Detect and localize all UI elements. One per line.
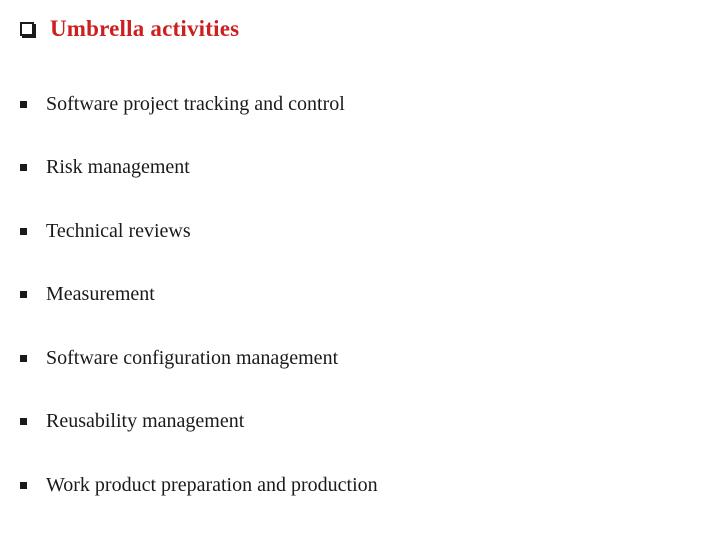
square-bullet-icon <box>20 164 27 171</box>
square-bullet-icon <box>20 482 27 489</box>
list-item-text: Software configuration management <box>46 346 339 369</box>
list-item <box>20 150 378 186</box>
list-item-text: Software project tracking and control <box>46 92 345 115</box>
list-item-text: Measurement <box>46 283 155 305</box>
bullet-list <box>20 86 378 531</box>
list-item-text: Reusability management <box>46 410 245 432</box>
square-bullet-icon <box>20 418 27 425</box>
list-item-text: Risk management <box>46 156 190 178</box>
square-bullet-icon <box>20 101 27 108</box>
list-item-text: Technical reviews <box>46 219 191 242</box>
heading-title: Umbrella activities <box>50 16 240 41</box>
square-bullet-icon <box>20 355 27 362</box>
slide-heading <box>20 16 239 42</box>
list-item <box>20 213 378 249</box>
square-bullet-icon <box>20 291 27 298</box>
list-item <box>20 467 378 503</box>
list-item <box>20 86 378 122</box>
list-item-text: Work product preparation and production <box>46 473 378 496</box>
checkbox-square-icon <box>20 22 34 36</box>
list-item <box>20 404 378 440</box>
list-item <box>20 340 378 376</box>
square-bullet-icon <box>20 228 27 235</box>
list-item <box>20 277 378 313</box>
